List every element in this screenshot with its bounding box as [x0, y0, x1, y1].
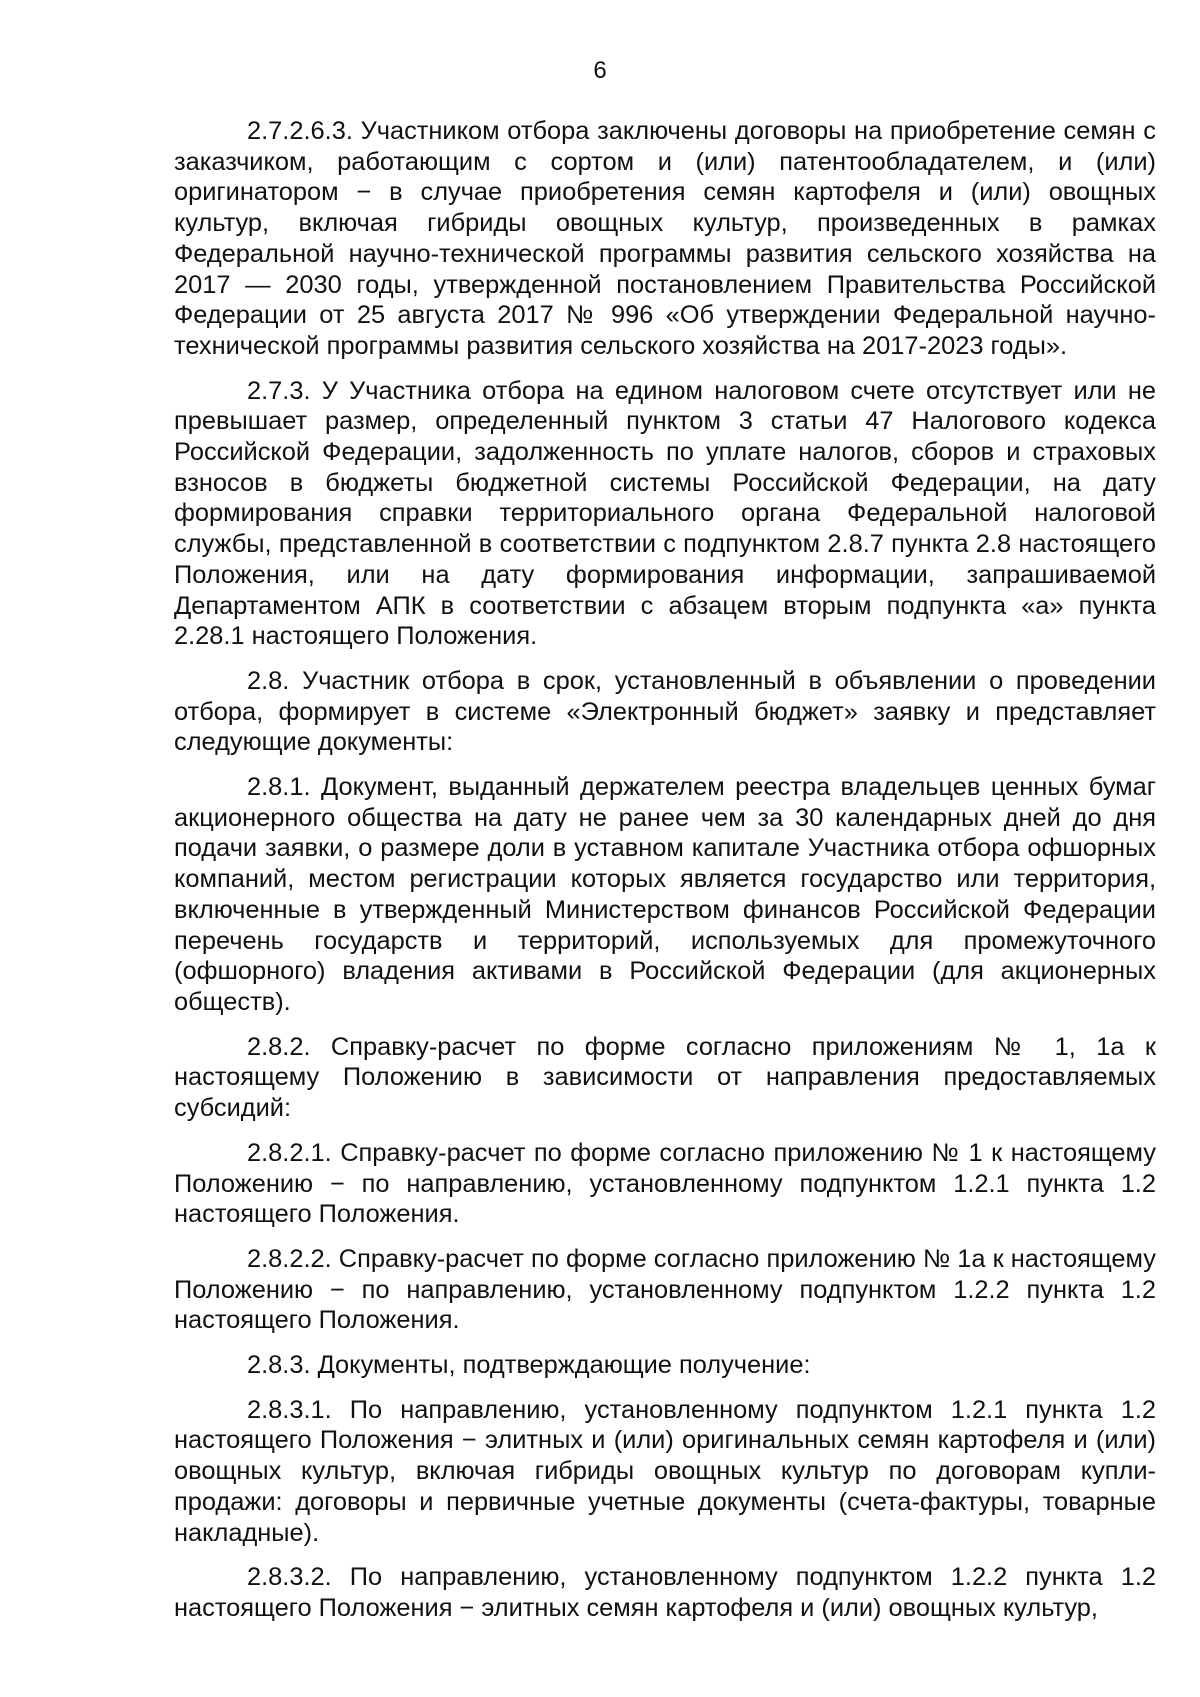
- paragraph-2-8-2-1: 2.8.2.1. Справку-расчет по форме согласно приложению № 1 к настоящему Положению − по направлению, установленному подпунктом 1.2.1 пункта 1.2 настоящего Положения.: [174, 1138, 1156, 1229]
- paragraph-2-7-2-6-3: 2.7.2.6.3. Участником отбора заключены договоры на приобретение семян с заказчиком, работающим с сортом и (или) патентообладателем, и (или) оригинатором − в случае приобретения семян картофеля и (или) овощных культур, включая гибриды овощных культур, произведенных в рамках Федеральной научно-технической программы развития сельского хозяйства на 2017 — 2030 годы, утвержденной постановлением Правительства Российской Федерации от 25 августа 2017 № 996 «Об утверждении Федеральной научно-технической программы развития сельского хозяйства на 2017-2023 годы».: [174, 117, 1156, 360]
- paragraph-2-8-3-1: 2.8.3.1. По направлению, установленному подпунктом 1.2.1 пункта 1.2 настоящего Положения − элитных и (или) оригинальных семян картофеля и (или) овощных культур, включая гибриды овощных культур по договорам купли-продажи: договоры и первичные учетные документы (счета-фактуры, товарные накладные).: [174, 1395, 1156, 1547]
- paragraph-2-8-3-2: 2.8.3.2. По направлению, установленному подпунктом 1.2.2 пункта 1.2 настоящего Положения − элитных семян картофеля и (или) овощных культур,: [174, 1563, 1156, 1622]
- paragraph-2-8-2: 2.8.2. Справку-расчет по форме согласно приложениям № 1, 1а к настоящему Положению в зависимости от направления предоставляемых субсидий:: [174, 1032, 1156, 1123]
- document-body: [174, 116, 1156, 1638]
- paragraph-2-8: 2.8. Участник отбора в срок, установленный в объявлении о проведении отбора, формирует в системе «Электронный бюджет» заявку и представляет следующие документы:: [174, 666, 1156, 757]
- paragraph-2-8-1: 2.8.1. Документ, выданный держателем реестра владельцев ценных бумаг акционерного общества на дату не ранее чем за 30 календарных дней до дня подачи заявки, о размере доли в уставном капитале Участника отбора офшорных компаний, местом регистрации которых является государство или территория, включенные в утвержденный Министерством финансов Российской Федерации перечень государств и территорий, используемых для промежуточного (офшорного) владения активами в Российской Федерации (для акционерных обществ).: [174, 773, 1156, 1016]
- page-number: 6: [593, 57, 607, 84]
- paragraph-2-8-3: 2.8.3. Документы, подтверждающие получение:: [247, 1351, 811, 1380]
- paragraph-2-7-3: 2.7.3. У Участника отбора на едином налоговом счете отсутствует или не превышает размер, определенный пунктом 3 статьи 47 Налогового кодекса Российской Федерации, задолженность по уплате налогов, сборов и страховых взносов в бюджеты бюджетной системы Российской Федерации, на дату формирования справки территориального органа Федеральной налоговой службы, представленной в соответствии с подпунктом 2.8.7 пункта 2.8 настоящего Положения, или на дату формирования информации, запрашиваемой Департаментом АПК в соответствии с абзацем вторым подпункта «а» пункта 2.28.1 настоящего Положения.: [174, 376, 1156, 651]
- paragraph-2-8-2-2: 2.8.2.2. Справку-расчет по форме согласно приложению № 1а к настоящему Положению − по направлению, установленному подпунктом 1.2.2 пункта 1.2 настоящего Положения.: [174, 1244, 1156, 1335]
